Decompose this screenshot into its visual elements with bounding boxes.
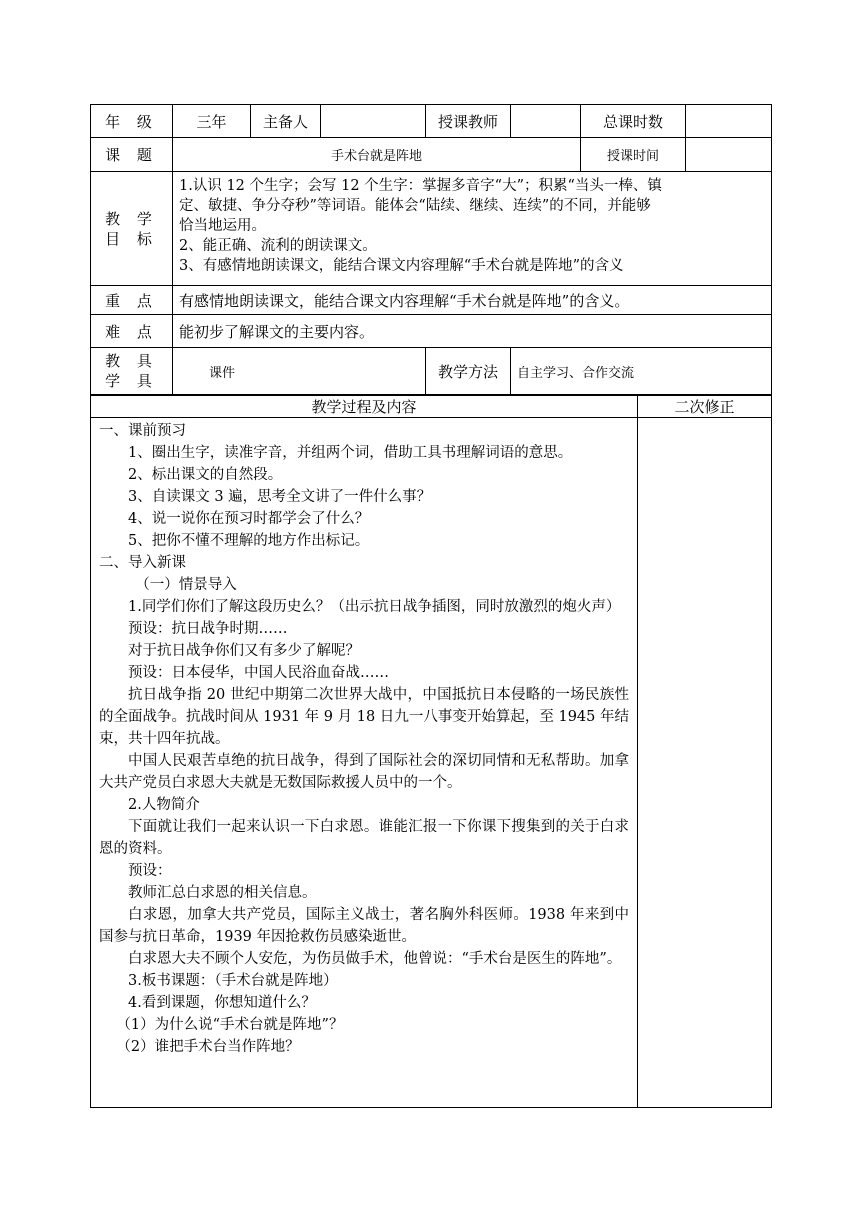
process-table [90,395,772,1108]
key-point-value: 有感情地朗读课文，能结合课文内容理解“手术台就是阵地”的含义。 [173,286,772,315]
sub-heading: 3.板书课题：（手术台就是阵地） [128,973,338,989]
teacher-label: 授课教师 [426,105,511,138]
paragraph: 预设： [128,863,172,879]
goal-line: 恰当地运用。 [179,218,266,234]
paragraph: 2、标出课文的自然段。 [128,467,283,483]
grade-label: 年 级 [91,105,173,138]
goals-content [173,172,772,286]
paragraph: 教师汇总白求恩的相关信息。 [128,885,317,901]
time-value [686,138,772,172]
goals-label-line-1: 教 学 [105,209,158,228]
paragraph: 白求恩大夫不顾个人安危，为伤员做手术，他曾说：“手术台是医生的阵地”。 [128,951,622,967]
tools-value: 课件 [173,348,426,395]
goal-line: 2、能正确、流利的朗读课文。 [179,238,377,254]
question-item: （1）为什么说“手术台就是阵地”？ [116,1017,344,1033]
key-point-label: 重 点 [91,286,173,315]
grade-value: 三年 [173,105,251,138]
teacher-value [511,105,581,138]
goals-label-line-2: 目 标 [105,229,158,248]
paragraph: 白求恩，加拿大共产党员，国际主义战士，著名胸外科医师。1938 年来到中国参与抗日革命，1939 年因抢救伤员感染逝世。 [99,907,629,945]
sub-heading: 2.人物简介 [128,797,200,813]
tools-label-line-1: 教 具 [105,352,158,370]
topic-label: 课 题 [91,138,173,172]
paragraph: 预设：日本侵华，中国人民浴血奋战…… [128,665,389,681]
tools-label [91,348,173,395]
revision-content [638,418,772,1108]
paragraph: 下面就让我们一起来认识一下白求恩。谁能汇报一下你课下搜集到的关于白求恩的资料。 [99,819,629,857]
goal-line: 3、有感情地朗读课文，能结合课文内容理解“手术台就是阵地”的含义 [179,258,624,274]
sub-heading: 4.看到课题，你想知道什么？ [128,995,316,1011]
goals-label [91,172,173,286]
goal-line: 1.认识 12 个生字；会写 12 个生字：掌握多音字“大”；积累“当头一棒、镇 [179,178,662,194]
difficulty-label: 难 点 [91,315,173,348]
process-title: 教学过程及内容 [91,396,638,418]
question-item: （2）谁把手术台当作阵地？ [116,1039,300,1055]
paragraph: 对于抗日战争你们又有多少了解呢？ [128,643,360,659]
paragraph: 中国人民艰苦卓绝的抗日战争，得到了国际社会的深切同情和无私帮助。加拿大共产党员白求恩大夫就是无数国际救援人员中的一个。 [99,753,629,791]
difficulty-value: 能初步了解课文的主要内容。 [173,315,772,348]
paragraph: 1、圈出生字，读准字音，并组两个词，借助工具书理解词语的意思。 [128,445,573,461]
section-heading: 一、课前预习 [99,423,186,439]
paragraph: 4、说一说你在预习时都学会了什么？ [128,511,370,527]
paragraph: 抗日战争指 20 世纪中期第二次世界大战中，中国抵抗日本侵略的一场民族性的全面战争。抗战时间从 1931 年 9 月 18 日九一八事变开始算起，至 1945 年结束，共十四年抗战。 [99,687,629,747]
paragraph: 3、自读课文 3 遍，思考全文讲了一件什么事？ [128,489,432,505]
preparer-value [321,105,426,138]
hours-label: 总课时数 [581,105,686,138]
paragraph: 预设：抗日战争时期…… [128,621,288,637]
method-value: 自主学习、合作交流 [511,348,772,395]
tools-label-line-2: 学 具 [105,372,158,390]
goal-line: 定、敏捷、争分夺秒”等词语。能体会“陆续、继续、连续”的不同，并能够 [179,198,651,214]
process-content [91,418,638,1108]
paragraph: 5、把你不懂不理解的地方作出标记。 [128,533,370,549]
sub-heading: （一）情景导入 [135,577,237,593]
method-label: 教学方法 [426,348,511,395]
preparer-label: 主备人 [251,105,321,138]
topic-value: 手术台就是阵地 [173,138,581,172]
section-heading: 二、导入新课 [99,555,186,571]
lesson-info-table [90,104,772,395]
paragraph: 1.同学们你们了解这段历史么？（出示抗日战争插图，同时放激烈的炮火声） [128,599,621,615]
hours-value [686,105,772,138]
time-label: 授课时间 [581,138,686,172]
revision-title: 二次修正 [638,396,772,418]
